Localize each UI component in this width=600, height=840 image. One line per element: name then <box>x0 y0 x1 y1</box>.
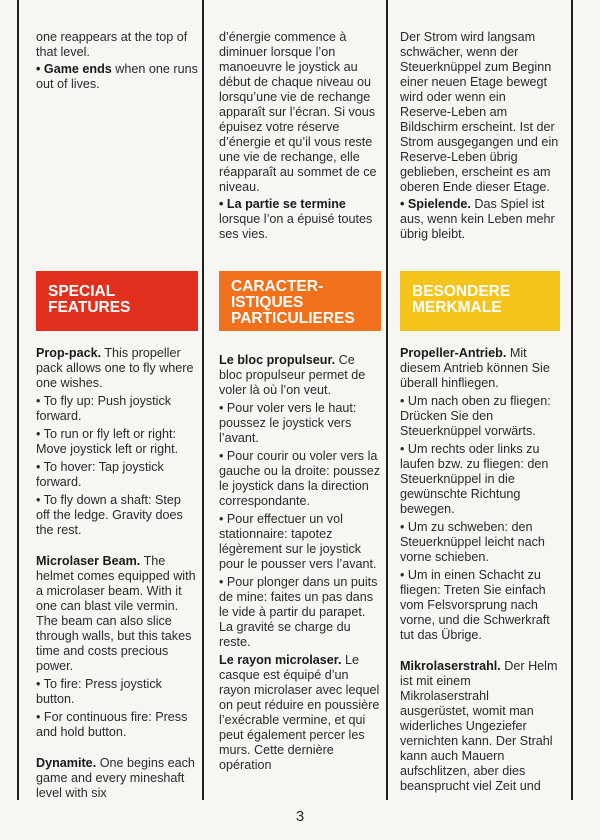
body-text: • To fire: Press joystick button. <box>36 677 162 706</box>
lead-text: Mikrolaserstrahl. <box>400 659 501 673</box>
bullet-item <box>36 677 198 707</box>
banner-line: ISTIQUES <box>231 294 304 311</box>
bullet-item <box>36 427 198 457</box>
body-text: Mit diesem Antrieb können Sie überall hinfliegen. <box>400 346 550 390</box>
body-text: • Um nach oben zu fliegen: Drücken Sie den Steuerknüppel vorwärts. <box>400 394 551 438</box>
paragraph <box>400 346 560 391</box>
bullet-item <box>36 394 198 424</box>
column-german-body <box>400 346 560 794</box>
paragraph <box>36 62 198 92</box>
lead-text: • La partie se termine <box>219 197 346 211</box>
bullet-item <box>219 401 381 446</box>
body-text: Das Spiel ist aus, wenn kein Leben mehr übrig bleibt. <box>400 197 555 241</box>
body-text: One begins each game and every mineshaft level with six <box>36 756 195 800</box>
bullet-item <box>400 520 560 565</box>
paragraph <box>36 346 198 391</box>
paragraph <box>36 756 198 801</box>
bullet-item <box>219 449 381 509</box>
paragraph <box>219 30 381 195</box>
bullet-item <box>400 442 560 517</box>
bullet-item <box>219 575 381 650</box>
bullet-item <box>400 568 560 643</box>
bullet-item <box>219 512 381 572</box>
body-text: lorsque l’on a épuisé toutes ses vies. <box>219 212 373 241</box>
column-rule-2 <box>386 0 388 800</box>
paragraph <box>400 659 560 794</box>
body-text: This propeller pack allows one to fly where one wishes. <box>36 346 194 390</box>
body-text: • Um rechts oder links zu laufen bzw. zu fliegen: den Steuerknüppel in die gewünschte Richtung bewegen. <box>400 442 549 516</box>
lead-text: Dynamite. <box>36 756 97 770</box>
body-text: Der Strom wird langsam schwächer, wenn der Steuerknüppel zum Beginn einer neuen Etage bewegt wird oder wenn ein Reserve-Leben am Bildschirm erscheint. Ist der Strom ausgegangen und ein Reserve-Leben übrig geblieben, erscheint es am oberen Ende dieser Etage. <box>400 30 559 194</box>
paragraph <box>219 353 381 398</box>
lead-text: Microlaser Beam. <box>36 554 141 568</box>
lead-text: Le rayon microlaser. <box>219 653 342 667</box>
paragraph <box>400 30 560 195</box>
body-text: • To run or fly left or right: Move joystick left or right. <box>36 427 179 456</box>
body-text: d’énergie commence à diminuer lorsque l’on manoeuvre le joystick au début de chaque niveau ou lorsqu’une vie de rechange apparaît sur l’écran. Si vous épuisez votre réserve d’énergie et qu’il vous reste une vie de rechange, elle réapparaît au sommet de ce niveau. <box>219 30 377 194</box>
banner-line: SPECIAL <box>48 283 116 300</box>
body-text: • Um zu schweben: den Steuerknüppel leicht nach vorne schieben. <box>400 520 545 564</box>
body-text: when one runs out of lives. <box>36 62 198 91</box>
paragraph <box>36 554 198 674</box>
banner-line: MERKMALE <box>412 299 502 316</box>
column-english-body <box>36 346 198 801</box>
column-english-top <box>36 30 198 92</box>
bullet-item <box>36 460 198 490</box>
body-text: • Pour courir ou voler vers la gauche ou la droite: poussez le joystick dans la direction correspondante. <box>219 449 381 508</box>
banner-line: CARACTER- <box>231 278 324 295</box>
paragraph <box>36 30 198 60</box>
body-text: • To fly up: Push joystick forward. <box>36 394 172 423</box>
banner-besondere-merkmale <box>400 271 560 331</box>
body-text: The helmet comes equipped with a microlaser beam. With it one can blast vile vermin. The beam can also slice through walls, but this takes time and costs precious power. <box>36 554 196 673</box>
paragraph <box>219 653 381 773</box>
lead-text: • Game ends <box>36 62 112 76</box>
bullet-item <box>36 710 198 740</box>
page-number: 3 <box>295 808 305 825</box>
body-text: • To fly down a shaft: Step off the ledge. Gravity does the rest. <box>36 493 183 537</box>
body-text: Ce bloc propulseur permet de voler là où l’on veut. <box>219 353 366 397</box>
body-text: • To hover: Tap joystick forward. <box>36 460 164 489</box>
bullet-item <box>36 493 198 538</box>
body-text: • Pour effectuer un vol stationnaire: tapotez légèrement sur le joystick pour le pousser vers l’avant. <box>219 512 377 571</box>
banner-line: BESONDERE <box>412 283 511 300</box>
lead-text: Propeller-Antrieb. <box>400 346 507 360</box>
paragraph <box>219 197 381 242</box>
banner-line: PARTICULIERES <box>231 310 355 327</box>
column-french-top <box>219 30 381 242</box>
bullet-item <box>400 394 560 439</box>
body-text: Le casque est équipé d’un rayon microlaser avec lequel on peut réduire en poussière l’exécrable vermine, et qui peut également percer les murs. Cette dernière opération <box>219 653 380 772</box>
column-rule-right <box>571 0 573 800</box>
column-french-body <box>219 353 381 773</box>
body-text: • Pour plonger dans un puits de mine: faites un pas dans le vide à partir du parapet. La gravité se charge du reste. <box>219 575 378 649</box>
column-rule-left <box>17 0 19 800</box>
body-text: • Pour voler vers le haut: poussez le joystick vers l’avant. <box>219 401 357 445</box>
body-text: • Um in einen Schacht zu fliegen: Treten Sie einfach vom Felsvorsprung nach vorne, und die Schwerkraft tut das Übrige. <box>400 568 550 642</box>
lead-text: Prop-pack. <box>36 346 102 360</box>
column-rule-1 <box>202 0 204 800</box>
body-text: Der Helm ist mit einem Mikrolaserstrahl ausgerüstet, womit man widerliches Ungeziefer vernichten kann. Der Strahl kann auch Mauern aufschlitzen, aber dies beansprucht viel Zeit und <box>400 659 558 793</box>
banner-special-features <box>36 271 198 331</box>
column-german-top <box>400 30 560 242</box>
lead-text: Le bloc propulseur. <box>219 353 336 367</box>
banner-caracteristiques <box>219 271 381 331</box>
body-text: • For continuous fire: Press and hold button. <box>36 710 188 739</box>
lead-text: • Spielende. <box>400 197 471 211</box>
banner-line: FEATURES <box>48 299 131 316</box>
body-text: one reappears at the top of that level. <box>36 30 188 59</box>
paragraph <box>400 197 560 242</box>
